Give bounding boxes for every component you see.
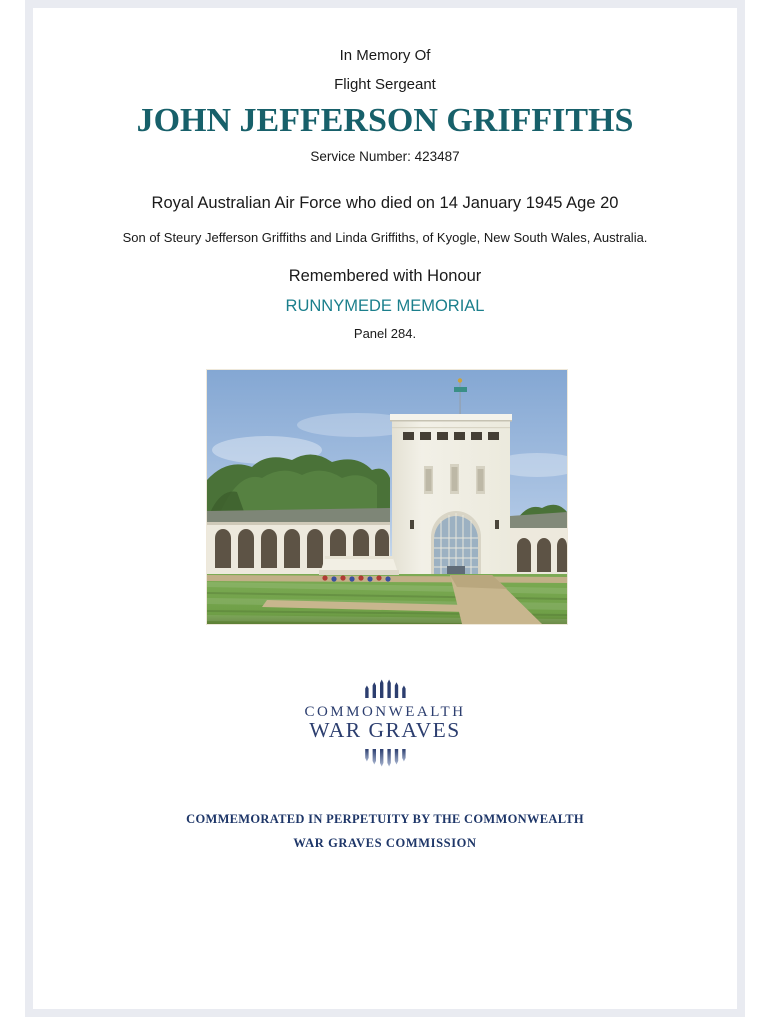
logo-commonwealth-text: COMMONWEALTH [304,704,466,720]
runnymede-memorial-photo [206,369,568,625]
service-death-line: Royal Australian Air Force who died on 14 January 1945 Age 20 [151,194,619,212]
in-memory-of-label: In Memory Of [339,47,431,64]
cwgc-bars-down-icon [0,749,770,772]
cwgc-bars-up-icon [0,679,770,703]
rank-label: Flight Sergeant [334,76,436,93]
family-line: Son of Steury Jefferson Griffiths and Linda Griffiths, of Kyogle, New South Wales, Australia. [122,230,648,245]
casualty-name: JOHN JEFFERSON GRIFFITHS [136,102,634,139]
panel-reference: Panel 284. [353,326,417,341]
commemoration-line-2: WAR GRAVES COMMISSION [293,836,477,850]
memorial-name: RUNNYMEDE MEMORIAL [285,297,485,315]
service-number: Service Number: 423487 [310,149,460,164]
commemoration-line-1: COMMEMORATED IN PERPETUITY BY THE COMMONWEALTH [186,812,584,826]
remembered-with-honour-label: Remembered with Honour [288,267,482,285]
logo-war-graves-text: WAR GRAVES [309,718,461,742]
